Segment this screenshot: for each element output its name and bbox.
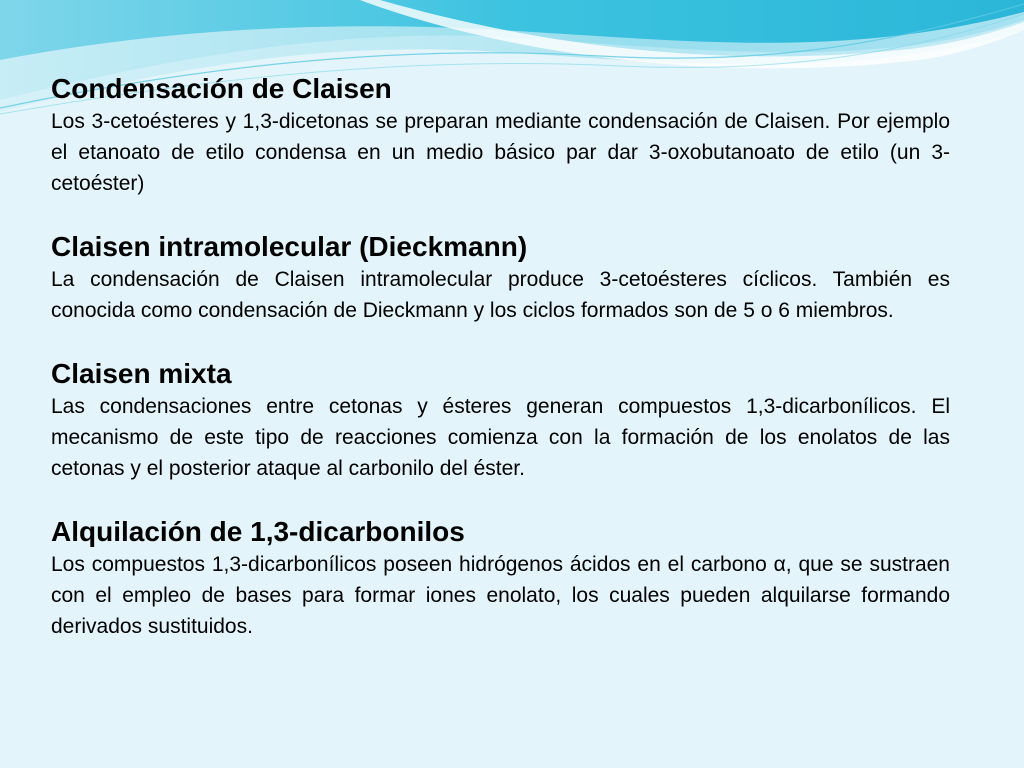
section-body: Los 3-cetoésteres y 1,3-dicetonas se preparan mediante condensación de Claisen. Por ejemplo el etanoato de etilo condensa en un medio básico par dar 3-oxobutanoato de etilo (un 3-cetoéster): [51, 110, 950, 195]
section-body: Los compuestos 1,3-dicarbonílicos poseen hidrógenos ácidos en el carbono α, que se sustraen con el empleo de bases para formar iones enolato, los cuales pueden alquilarse formando derivados sustituidos.: [51, 553, 950, 638]
section-body: La condensación de Claisen intramolecular produce 3-cetoésteres cíclicos. También es conocida como condensación de Dieckmann y los ciclos formados son de 5 o 6 miembros.: [51, 268, 950, 322]
section-claisen-mixta: [51, 357, 950, 484]
section-heading: Claisen intramolecular (Dieckmann): [51, 231, 528, 262]
section-heading: Alquilación de 1,3-dicarbonilos: [51, 516, 465, 547]
section-heading: Condensación de Claisen: [51, 73, 392, 104]
section-body: Las condensaciones entre cetonas y ésteres generan compuestos 1,3-dicarbonílicos. El mecanismo de este tipo de reacciones comienza con la formación de los enolatos de las cetonas y el posterior ataque al carbonilo del éster.: [51, 395, 950, 480]
slide-content: [51, 72, 950, 673]
section-alquilacion: [51, 515, 950, 642]
section-condensacion-claisen: [51, 72, 950, 199]
section-heading: Claisen mixta: [51, 358, 232, 389]
section-claisen-intramolecular: [51, 230, 950, 326]
